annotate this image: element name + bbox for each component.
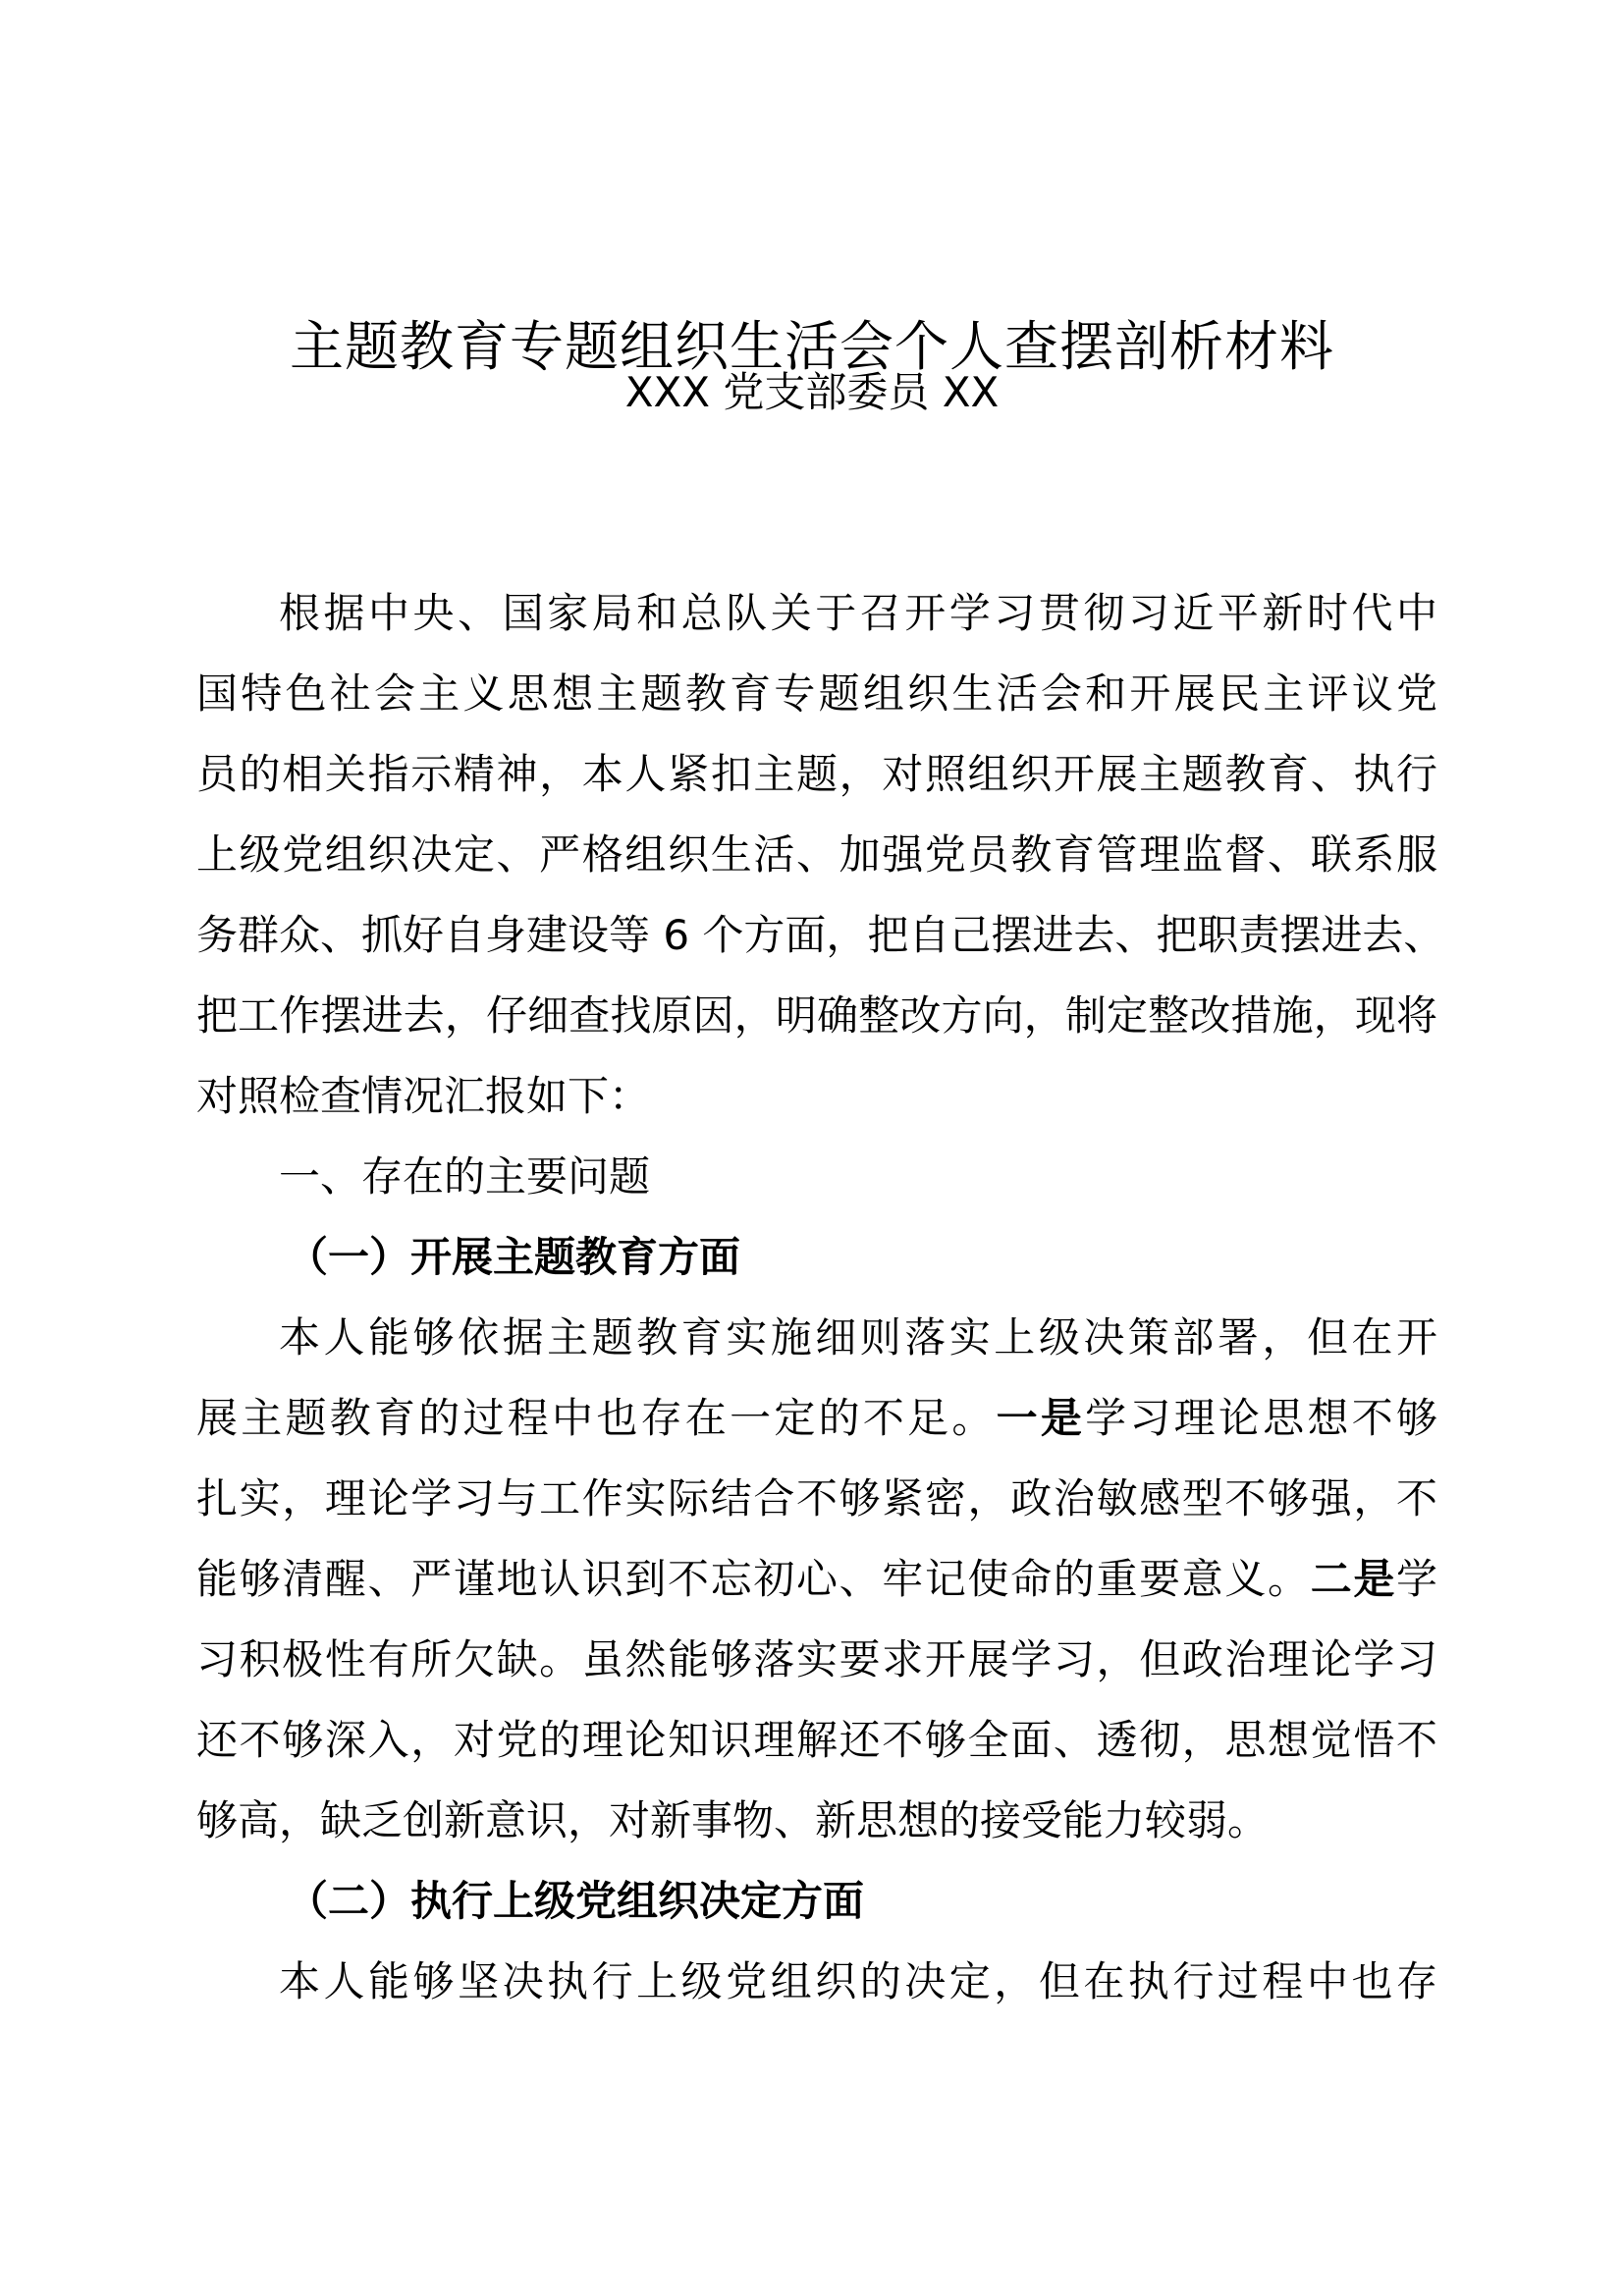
paragraph-line: 本人能够依据主题教育实施细则落实上级决策部署，但在开 — [279, 1313, 1437, 1362]
paragraph-line: 还不够深入，对党的理论知识理解还不够全面、透彻，思想觉悟不 — [196, 1716, 1437, 1764]
document-subtitle: XXX 党支部委员 XX — [624, 368, 1000, 416]
paragraph-line: 本人能够坚决执行上级党组织的决定，但在执行过程中也存 — [279, 1957, 1437, 2005]
paragraph-line — [196, 1539, 1437, 1620]
subsection-heading: （二）执行上级党组织决定方面 — [287, 1877, 865, 1925]
subsection-heading: （一）开展主题教育方面 — [287, 1233, 741, 1281]
paragraph-line: 把工作摆进去，仔细查找原因，明确整改方向，制定整改措施，现将 — [196, 991, 1437, 1040]
paragraph-line: 够高，缺乏创新意识，对新事物、新思想的接受能力较弱。 — [196, 1796, 1270, 1844]
text-run: 学习理论思想不够 — [1085, 1394, 1437, 1442]
document-title: 主题教育专题组织生活会个人查摆剖析材料 — [289, 315, 1334, 378]
text-run: 能够清醒、严谨地认识到不忘初心、牢记使命的重要意义。 — [196, 1555, 1311, 1603]
emphasis-label: 一是 — [996, 1394, 1086, 1442]
section-heading: 一、存在的主要问题 — [279, 1152, 651, 1201]
paragraph-line — [196, 1378, 1437, 1459]
paragraph-line: 根据中央、国家局和总队关于召开学习贯彻习近平新时代中 — [279, 589, 1437, 637]
document-body — [196, 573, 1445, 2022]
paragraph-line: 上级党组织决定、严格组织生活、加强党员教育管理监督、联系服 — [196, 830, 1437, 879]
emphasis-label: 二是 — [1310, 1555, 1396, 1603]
paragraph-line: 对照检查情况汇报如下： — [196, 1072, 651, 1120]
text-run: 展主题教育的过程中也存在一定的不足。 — [196, 1394, 997, 1442]
paragraph-line: 务群众、抓好自身建设等 6 个方面，把自己摆进去、把职责摆进去、 — [196, 911, 1445, 959]
text-run: 学 — [1395, 1555, 1437, 1603]
paragraph-line: 习积极性有所欠缺。虽然能够落实要求开展学习，但政治理论学习 — [196, 1635, 1437, 1683]
paragraph-line: 员的相关指示精神，本人紧扣主题，对照组织开展主题教育、执行 — [196, 750, 1437, 798]
paragraph-line: 国特色社会主义思想主题教育专题组织生活会和开展民主评议党 — [196, 669, 1437, 718]
paragraph-line: 扎实，理论学习与工作实际结合不够紧密，政治敏感型不够强，不 — [196, 1474, 1437, 1522]
